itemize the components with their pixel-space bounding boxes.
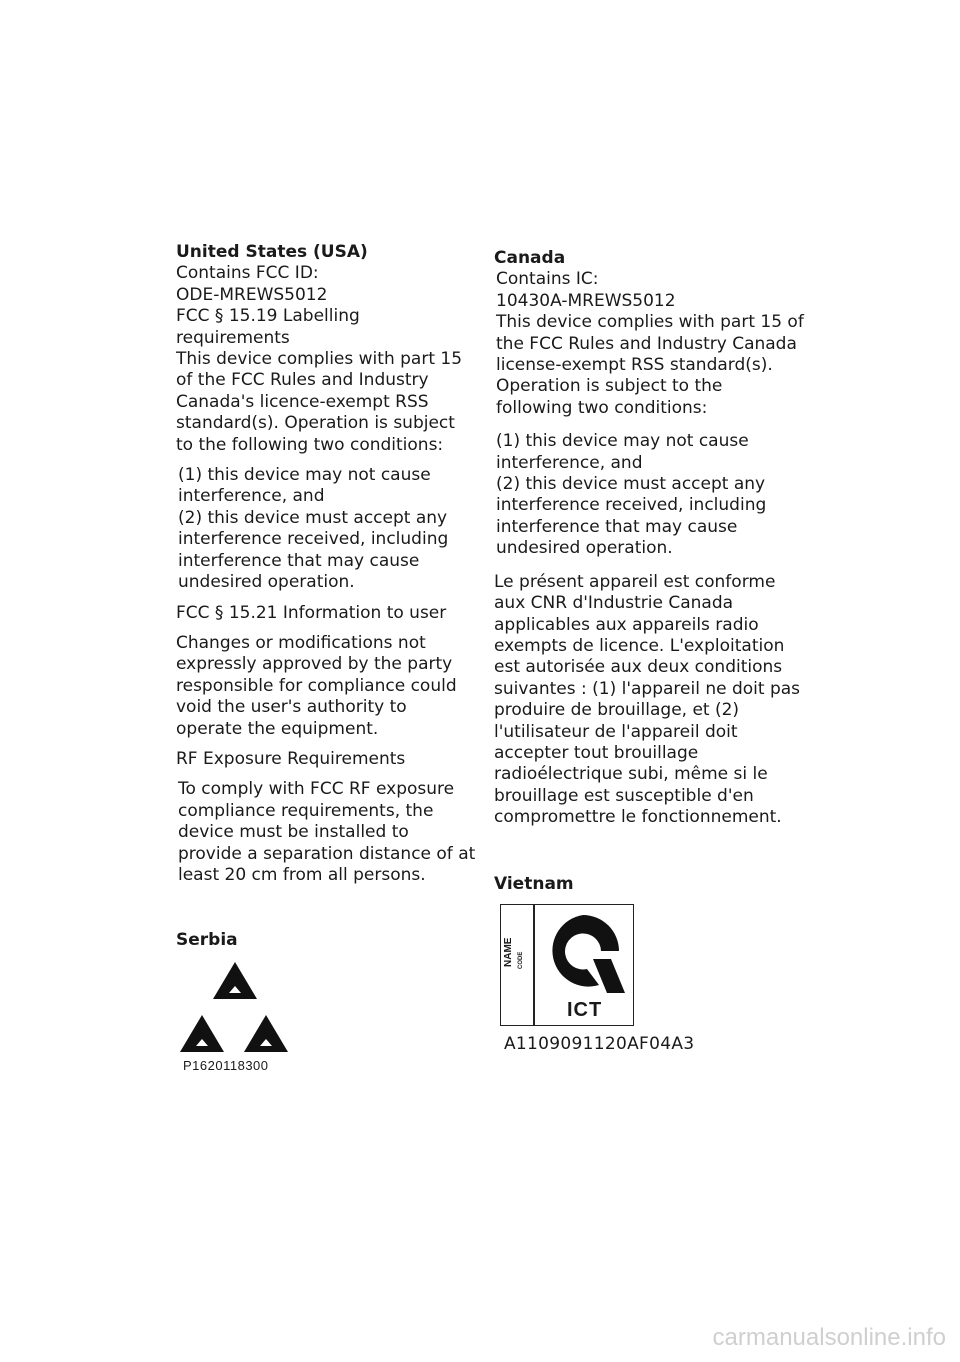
- serbia-code: P1620118300: [183, 1058, 269, 1073]
- canada-heading: Canada: [494, 248, 566, 268]
- usa-info-heading: FCC § 15.21 Information to user: [176, 602, 447, 623]
- ict-logo-icon: [541, 913, 627, 995]
- usa-section: [176, 242, 476, 886]
- usa-contains-label: Contains FCC ID:: [176, 263, 319, 284]
- canada-ic-id: 10430A-MREWS5012: [496, 290, 676, 311]
- vietnam-mark-ict: ICT: [567, 999, 603, 1021]
- usa-labelling-heading: FCC § 15.19 Labelling requirements: [176, 306, 360, 348]
- serbia-heading: Serbia: [176, 930, 238, 950]
- usa-compliance-text: This device complies with part 15 of the FCC Rules and Industry Canada's licence-exempt RSS standard(s). Operation is subject to the following two conditions:: [176, 349, 463, 455]
- canada-section: [494, 248, 804, 829]
- serbia-triangle-mark-icon: [180, 960, 290, 1056]
- canada-french-text: Le présent appareil est conforme aux CNR d'Industrie Canada applicables aux appareils radio exempts de licence. L'exploitation est autorisée aux deux conditions suivantes : (1) l'appareil ne doit pas produire de brouillage, et (2) l'utilisateur de l'appareil doit accepter tout brouillage radioélectrique subi, même si le brouillage est susceptible d'en compromettre le fonctionnement.: [494, 571, 801, 828]
- usa-heading: United States (USA): [176, 242, 368, 262]
- vietnam-ict-mark: [500, 904, 634, 1026]
- usa-rf-text: To comply with FCC RF exposure compliance requirements, the device must be installed to provide a separation distance of at least 20 cm from all persons.: [178, 779, 476, 885]
- usa-fcc-id: ODE-MREWS5012: [176, 284, 328, 305]
- canada-condition-1: (1) this device may not cause interference, and: [496, 431, 749, 473]
- vietnam-code: A1109091120AF04A3: [504, 1034, 695, 1054]
- vietnam-heading: Vietnam: [494, 874, 574, 894]
- usa-condition-2: (2) this device must accept any interference received, including interference that may cause undesired operation.: [178, 507, 449, 593]
- usa-rf-heading: RF Exposure Requirements: [176, 748, 406, 769]
- canada-contains-label: Contains IC:: [496, 269, 599, 290]
- watermark-text: carmanualsonline.info: [712, 1324, 946, 1351]
- usa-condition-1: (1) this device may not cause interference, and: [178, 465, 431, 507]
- vietnam-mark-name: NAME: [503, 937, 514, 967]
- canada-compliance-text: This device complies with part 15 of the FCC Rules and Industry Canada license-exempt RSS standard(s). Operation is subject to the following two conditions:: [496, 312, 804, 418]
- vietnam-mark-divider: [533, 905, 535, 1025]
- usa-info-text: Changes or modifications not expressly approved by the party responsible for compliance could void the user's authority to operate the equipment.: [176, 632, 457, 739]
- canada-condition-2: (2) this device must accept any interference received, including interference that may cause undesired operation.: [496, 474, 767, 559]
- vietnam-mark-code: CODE: [518, 951, 524, 969]
